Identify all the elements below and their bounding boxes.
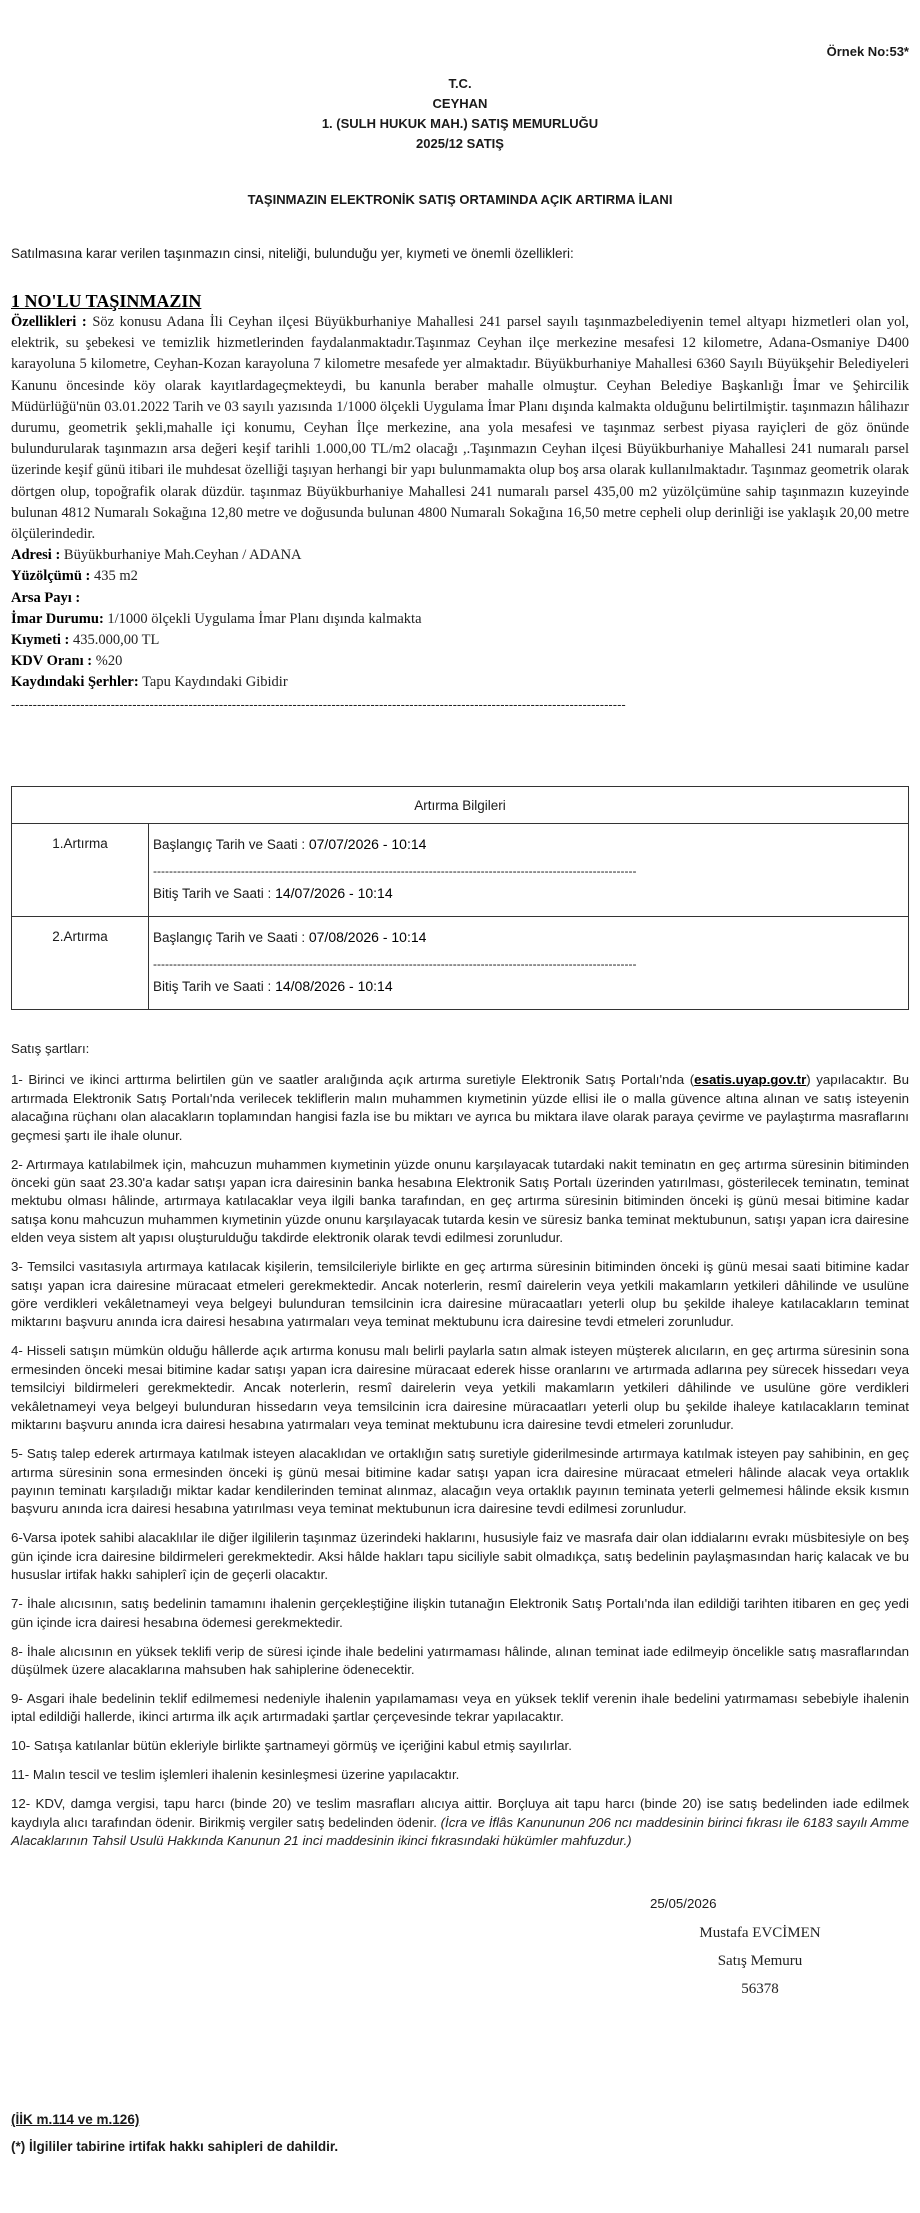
arsa-payi-label: Arsa Payı : [11,589,81,606]
end-label: Bitiş Tarih ve Saati : [153,979,272,994]
document-header [0,74,920,154]
end-value: 14/08/2026 - 10:14 [275,978,393,994]
auction-row-2 [12,917,909,1010]
auction-end-line [153,883,904,904]
yuzolcumu-value: 435 m2 [93,568,138,585]
adres-row [11,545,909,566]
auction-separator: ------------------------------------------------------------------------------------------------------------------------- [153,864,637,878]
header-line-office: 1. (SULH HUKUK MAH.) SATIŞ MEMURLUĞU [321,116,599,131]
auction-row-label: 2.Artırma [12,917,149,1010]
imar-value: 1/1000 ölçekli Uygulama İmar Planı dışında kalmakta [107,610,422,627]
condition-1-text-cont: ) yapılacaktır. Bu artırmada Elektronik Satış Portalı'nda verilecek tekliflerin malın muhammen kıymetinin yüzde ellisi ile o malla güvence altına alınan ve satış isteyenin alacağına rüçhanı olan alacakların toplamından hangisi fazla ise bu miktarı ve ayrıca bu miktara ilave olarak paraya çevirme ve paylaştırma masraflarını geçmesi şartı ile ihale olunur. [11,1072,909,1143]
start-label: Başlangıç Tarih ve Saati : [153,837,306,852]
auction-table-title: Artırma Bilgileri [12,787,909,824]
end-value: 14/07/2026 - 10:14 [275,885,393,901]
condition-9: 9- Asgari ihale bedelinin teklif edilmemesi nedeniyle ihalenin yapılamaması veya en yüksek teklif verenin ihale bedelini yatırmaması sebebiyle ihalenin iptal edildiği hallerde, ikinci artırma ilk açık artırmadaki şartlar çerçevesinde tekrar yapılacaktır. [11,1690,909,1725]
legal-reference-text: (İİK m.114 ve m.126) [11,2112,140,2127]
start-value: 07/08/2026 - 10:14 [308,929,427,945]
imar-row [11,609,909,630]
condition-1-text: 1- Birinci ve ikinci arttırma belirtilen gün ve saatler aralığında açık artırma suretiyle Elektronik Satış Portalı'nda ( [11,1072,695,1088]
condition-7: 7- İhale alıcısının, satış bedelinin tamamını ihalenin gerçekleştiğine ilişkin tutanağın Elektronik Satış Portalı'nda ilan edildiği tarihten itibaren en geç yedi gün içinde icra dairesi hesabına ödemesi gerekmektedir. [11,1596,909,1630]
serhler-row [11,672,909,693]
signer-title: Satış Memuru [717,1953,803,1969]
property-heading: 1 NO'LU TAŞINMAZIN [11,291,202,311]
footnote: (*) İlgililer tabirine irtifak hakkı sahipleri de dahildir. [11,2139,339,2154]
ozellikleri-label: Özellikleri : [11,314,87,330]
arsa-payi-row [11,588,909,609]
kdv-label: KDV Oranı : [11,653,93,670]
kiymeti-label: Kıymeti : [11,632,70,649]
condition-3: 3- Temsilci vasıtasıyla artırmaya katılacak kişilerin, temsilcileriyle birlikte en geç artırma süresinin bitiminden önceki iş günü mesai saati bitimine kadar satışı yapan icra dairesine müracaat etmeleri gerekmektedir. Ancak noterlerin, resmî dairelerin veya yetkili makamların yetkileri dâhilinde ve usulüne göre verdikleri vekâletnameyi veya belgeyi bulunduran temsilcinin icra dairesine müracaatları yeterli olup bu şekilde ihaleye katılacakların teminat miktarını başvuru anında icra dairesi hesabına yatırmaları veya teminat mektubunu icra dairesine tevdi etmeleri zorunludur. [11,1259,909,1330]
kiymeti-value: 435.000,00 TL [73,632,160,649]
start-value: 07/07/2026 - 10:14 [308,836,427,852]
serhler-label: Kaydındaki Şerhler: [11,674,139,691]
condition-11: 11- Malın tescil ve teslim işlemleri ihalenin kesinleşmesi üzerine yapılacaktır. [11,1767,460,1783]
condition-4: 4- Hisseli satışın mümkün olduğu hâllerde açık artırma konusu malı belirli paylarla satın almak isteyen müşterek alıcıların, en geç artırma süresinin sona ermesinden önceki mesai bitimine kadar satışı yapan icra dairesine müracaat ederek hisse oranlarını ve artırmada adlarına pey sürecek hissedarı veya temsilciyi bildirmeleri gerekmektedir. Ancak noterlerin, resmî dairelerin veya yetkili makamların yetkileri dâhilinde ve usulüne göre verdikleri vekâletnameyi veya belgeyi bulunduran hissedarın veya temsilcinin icra dairesine müracaatları yeterli olup bu şekilde ihaleye katılacakların teminat miktarını başvuru anında icra dairesi hesabına yatırmaları veya teminat mektubunu icra dairesine tevdi etmeleri zorunludur. [11,1343,909,1433]
imar-label: İmar Durumu: [11,610,104,627]
yuzolcumu-row [11,566,909,587]
header-line-tc: T.C. [448,76,472,91]
condition-10: 10- Satışa katılanlar bütün ekleriyle birlikte şartnameyi görmüş ve içeriğini kabul etmiş sayılırlar. [11,1738,572,1754]
ozellikleri-text: Söz konusu Adana İli Ceyhan ilçesi Büyükburhaniye Mahallesi 241 parsel sayılı taşınmazbelediyenin temel altyapı hizmetleri olan yol, elektrik, su şebekesi ve temizlik hizmetlerinden faydalanmaktadır.Taşınmaz Ceyhan ilçe merkezine mesafesi 12 kilometre, Adana-Osmaniye D400 karayoluna 5 kilometre, Ceyhan-Kozan karayoluna 7 kilometre mesafede yer almaktadır. Büyükburhaniye Mahallesi 6360 Sayılı Büyükşehir Belediyeleri Kanunu öncesinde köy olarak kayıtlardageçmekteydi, bu kanunla beraber mahalle olmuştur. Ceyhan Belediye Başkanlığı İmar ve Şehircilik Müdürlüğü'nün 03.01.2022 Tarih ve 03 sayılı yazısında 1/1000 ölçekli Uygulama İmar Planı dışında kalmakta olduğunu belirtilmiştir. taşınmazın hâlihazır durumu, geometrik şekli,mahalle içi konumu, Ceyhan İlçe merkezine, ana yola mesafesi ve taşınmaz serbest piyasa rayiçleri de göz önünde bulundurularak taşınmazın arsa değeri keşif tarihli 1.000,00 TL/m2 olacağı ,.Taşınmazın Ceyhan ilçesi Büyükburhaniye Mahallesi 241 numaralı parsel üzerinde keşif günü itibari ile muhdesat özelliği taşıyan herhangi bir yapı bulunmamakta olup boş arsa olarak kullanılmaktadır. Taşınmaz geometrik olarak dörtgen olup, topoğrafik olarak düzdür. taşınmaz Büyükburhaniye Mahallesi 241 numaralı parsel 435,00 m2 yüzölçümüne sahip taşınmazın kuzeyinde bulunan 4812 Numaralı Sokağına 12,80 metre ve doğusunda bulunan 4800 Numaralı Sokağına 16,50 metre cepheli olup derinliği ise yaklaşık 20,00 metre ölçülerindedir. [11,314,910,543]
legal-reference [11,2112,139,2127]
conditions-title: Satış şartları: [11,1041,90,1056]
kiymeti-row [11,630,909,651]
header-line-city: CEYHAN [432,96,488,111]
kdv-value: %20 [95,653,123,670]
signer-registry-no: 56378 [741,1981,779,1997]
auction-row-1 [12,824,909,917]
auction-separator: ------------------------------------------------------------------------------------------------------------------------- [153,957,637,971]
auction-start-line [153,834,904,855]
esatis-link[interactable]: esatis.uyap.gov.tr [694,1072,807,1088]
auction-row-details [149,917,909,1010]
auction-table-header-row [12,787,909,824]
sale-conditions [11,1040,909,1861]
sign-date: 25/05/2026 [650,1896,717,1911]
end-label: Bitiş Tarih ve Saati : [153,886,272,901]
condition-12-text: 12- KDV, damga vergisi, tapu harcı (binde 20) ve teslim masrafları alıcıya aittir. Borçluya ait tapu harcı (binde 20) ise satış bedelinden iade edilmek kaydıyla alıcı tarafından ödenir. Birikmiş vergiler satış bedelinden ödenir. [11,1796,909,1830]
condition-2: 2- Artırmaya katılabilmek için, mahcuzun muhammen kıymetinin yüzde onunu karşılayacak tutardaki nakit teminatın en geç artırma süresinin bitiminden önceki gün saat 23.30'a kadar satışı yapan icra dairesinin banka hesabına Elektronik Satış Portalı üzerinden yatırılması, gösterilecek teminatın, teminat mektubu olması hâlinde, artırmaya katılacaklar veya ilgili banka tarafından, en geç artırma süresinin bitiminden önceki iş günü mesai bitimine kadar satışa konu mahcuzun muhammen kıymetinin yüzde onunu karşılayacak tutarda kesin ve süresiz banka teminat mektubunun, satışı yapan icra dairesine elden veya sistem alt yapısı oluşturulduğu takdirde elektronik olarak tevdi edilmesi zorunludur. [11,1156,909,1246]
condition-12 [11,1795,909,1850]
property-divider: ---------------------------------------------------------------------------------------------------------------------------------------------- [11,696,626,712]
condition-12-note: (İcra ve İflâs Kanununun 206 ncı maddesinin birinci fıkrası ile 6183 sayılı Amme Alacaklarının Tahsil Usulü Hakkında Kanunun 21 inci maddesinin ikinci fıkrasındaki hükümler mahfuzdur.) [11,1814,909,1849]
adres-value: Büyükburhaniye Mah.Ceyhan / ADANA [63,547,302,564]
yuzolcumu-label: Yüzölçümü : [11,568,91,585]
start-label: Başlangıç Tarih ve Saati : [153,930,306,945]
property-section [11,290,909,715]
signer-name: Mustafa EVCİMEN [699,1925,821,1941]
ornek-no: Örnek No:53* [826,44,909,59]
condition-8: 8- İhale alıcısının en yüksek teklifi verip de süresi içinde ihale bedelini yatırmaması hâlinde, alınan teminat iade edilmeyip öncelikle satış masraflarından düşülmek üzere alacaklarına mahsuben hak sahiplerine ödenecektir. [11,1643,909,1677]
condition-6: 6-Varsa ipotek sahibi alacaklılar ile diğer ilgililerin taşınmaz üzerindeki haklarını, hususiyle faiz ve masrafa dair olan iddialarını evrakı müsbitesiyle on beş gün içinde icra dairesine bildirmeleri gerekmektedir. Aksi hâlde hakları tapu siciliyle sabit olmadıkça, satış bedelinin paylaşmasından hariç kalacak ve bu hususlar irtifak hakkı sahiplerî için de geçerli olacaktır. [11,1530,909,1583]
property-description [11,312,909,545]
auction-end-line [153,976,904,997]
intro-text: Satılmasına karar verilen taşınmazın cinsi, niteliği, bulunduğu yer, kıymeti ve önemli özellikleri: [11,246,574,261]
adres-label: Adresi : [11,547,61,564]
condition-5: 5- Satış talep ederek artırmaya katılmak isteyen alacaklıdan ve ortaklığın satış suretiyle giderilmesinde artırmaya katılmak isteyen pay sahibinin, en geç artırma süresinin sona ermesinden önceki iş günü mesai bitimine kadar satışı yapan icra dairesine müracaat etmeleri hâlinde alacak veya ortaklık payının teminatı karşıladığı miktar kadar kendilerinden teminat alınmaz, alacağın veya ortaklık payının teminata yeterli gelmemesi hâlinde eksik kısmın başvuru anında icra dairesi hesabına yatırılması veya teminat mektubunun icra dairesine tevdi edilmesi zorunludur. [11,1446,909,1517]
serhler-value: Tapu Kaydındaki Gibidir [142,674,288,691]
auction-info-table [11,786,909,1010]
auction-row-details [149,824,909,917]
announcement-title: TAŞINMAZIN ELEKTRONİK SATIŞ ORTAMINDA AÇIK ARTIRMA İLANI [247,192,673,207]
auction-start-line [153,927,904,948]
header-line-file-no: 2025/12 SATIŞ [416,136,504,151]
kdv-row [11,651,909,672]
condition-1 [11,1071,909,1145]
auction-row-label: 1.Artırma [12,824,149,917]
